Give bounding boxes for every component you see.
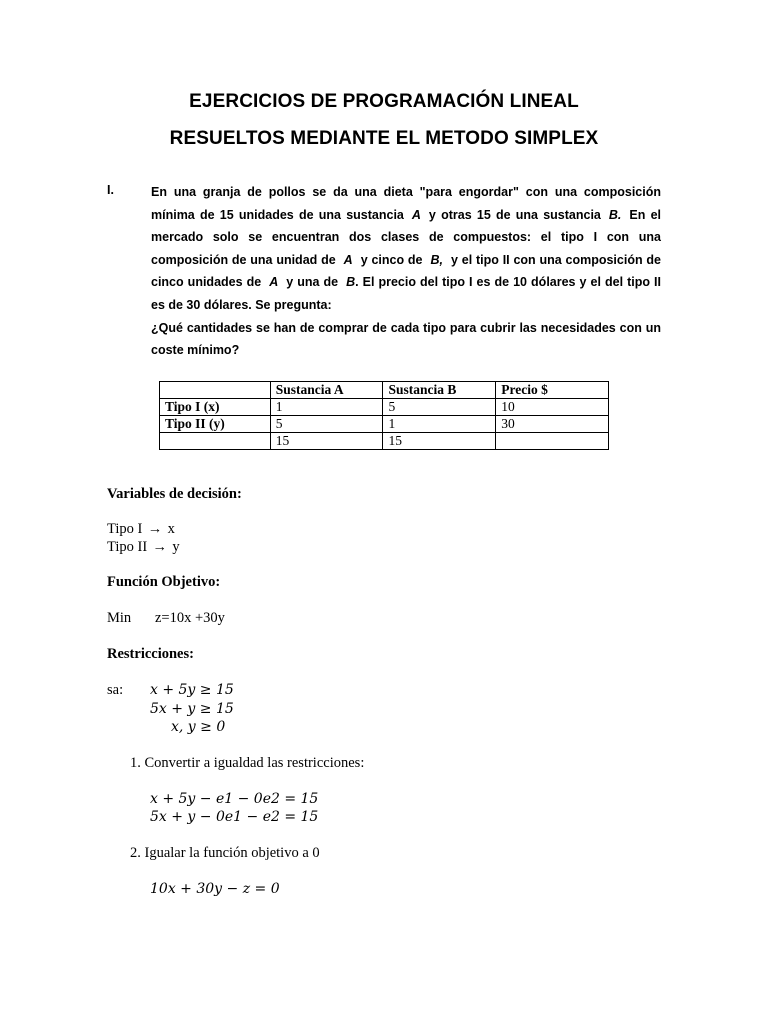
- table-row: [160, 416, 609, 433]
- table-header-cell: Sustancia A: [270, 382, 383, 399]
- table-cell: 30: [496, 416, 609, 433]
- problem-line: mercado solo se encuentran dos clases de compuestos: el tipo I con una: [151, 230, 661, 245]
- problem-line: es de 30 dólares. Se pregunta:: [151, 297, 332, 312]
- table-header-cell: Sustancia B: [383, 382, 496, 399]
- restriction-1: x + 5y ≥ 15: [150, 682, 234, 698]
- table-cell: 1: [383, 416, 496, 433]
- data-table: [159, 381, 609, 450]
- variable-label: Tipo I: [107, 521, 143, 537]
- arrow-right-icon: →: [147, 521, 163, 537]
- table-cell: Tipo I (x): [160, 399, 271, 416]
- variable-value: x: [167, 521, 175, 537]
- variables-heading: Variables de decisión:: [107, 486, 242, 502]
- problem-line: ¿Qué cantidades se han de comprar de cada tipo para cubrir las necesidades con un: [151, 320, 661, 335]
- restrictions-heading: Restricciones:: [107, 646, 194, 662]
- table-cell: [496, 433, 609, 450]
- problem-line: composición de una unidad de A y cinco de B, y el tipo II con una composición de: [151, 252, 661, 267]
- table-cell: 5: [383, 399, 496, 416]
- table-cell: 15: [270, 433, 383, 450]
- table-row: [160, 399, 609, 416]
- table-row: [160, 433, 609, 450]
- objective-min-label: Min: [107, 610, 132, 626]
- table-cell: 5: [270, 416, 383, 433]
- sa-label: sa:: [107, 682, 124, 698]
- equality-2: 5x + y − 0e1 − e2 = 15: [150, 809, 319, 825]
- table-cell: Tipo II (y): [160, 416, 271, 433]
- table-header-row: [160, 382, 609, 399]
- restriction-3: x, y ≥ 0: [171, 719, 226, 735]
- problem-line: coste mínimo?: [151, 343, 240, 358]
- step-1: 1. Convertir a igualdad las restricciones:: [130, 755, 365, 771]
- variable-row-2: [107, 539, 180, 556]
- table-cell: 1: [270, 399, 383, 416]
- table-header-cell: [160, 382, 271, 399]
- document-title-line2: RESUELTOS MEDIANTE EL METODO SIMPLEX: [169, 128, 599, 149]
- table-cell: [160, 433, 271, 450]
- objective-equality: 10x + 30y − z = 0: [150, 881, 280, 897]
- problem-line: mínima de 15 unidades de una sustancia A y otras 15 de una sustancia B. En el: [151, 207, 662, 222]
- objective-expression: z=10x +30y: [155, 610, 225, 626]
- document-title-line1: EJERCICIOS DE PROGRAMACIÓN LINEAL: [189, 91, 579, 112]
- variable-value: y: [172, 539, 180, 555]
- restriction-2: 5x + y ≥ 15: [150, 701, 234, 717]
- problem-number: I.: [107, 183, 114, 197]
- table-cell: 15: [383, 433, 496, 450]
- arrow-right-icon: →: [152, 539, 168, 555]
- table-header-cell: Precio $: [496, 382, 609, 399]
- objective-heading: Función Objetivo:: [107, 574, 221, 590]
- equality-1: x + 5y − e1 − 0e2 = 15: [150, 791, 319, 807]
- problem-line: cinco unidades de A y una de B. El precio del tipo I es de 10 dólares y el del tipo II: [151, 275, 661, 290]
- variable-label: Tipo II: [107, 539, 148, 555]
- variable-row-1: [107, 521, 175, 538]
- problem-line: En una granja de pollos se da una dieta "para engordar" con una composición: [151, 185, 661, 199]
- step-2: 2. Igualar la función objetivo a 0: [130, 845, 320, 861]
- problem-statement: [151, 181, 661, 362]
- table-cell: 10: [496, 399, 609, 416]
